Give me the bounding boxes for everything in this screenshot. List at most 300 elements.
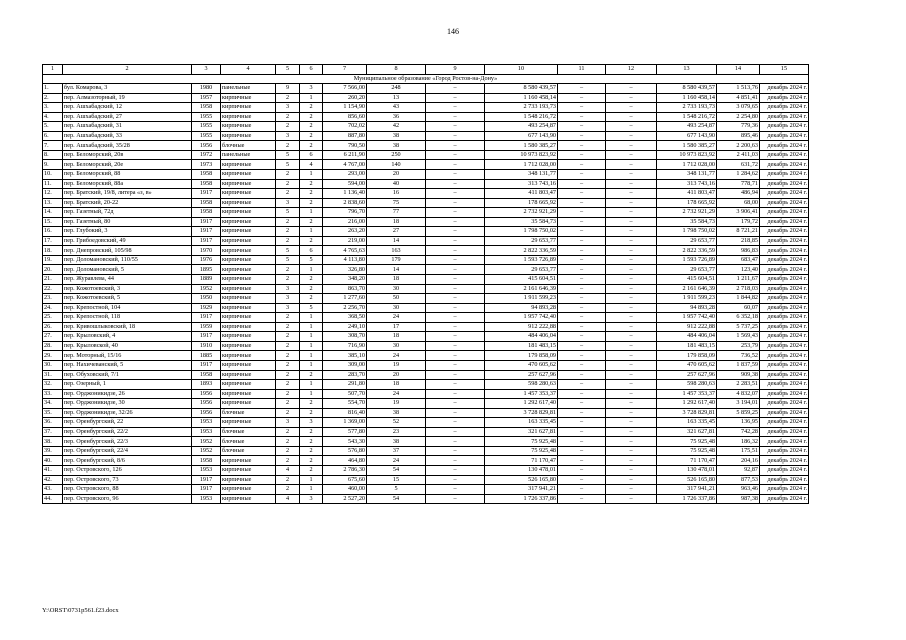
unit-cost-cell: 123,40 (717, 265, 760, 275)
wall-material-cell: кирпичные (221, 112, 276, 122)
deadline-cell: декабрь 2024 г. (760, 198, 809, 208)
fund-cost-cell: 2 732 921,29 (657, 208, 717, 218)
fund-cost-cell: 10 973 823,92 (657, 150, 717, 160)
residents-cell: 163 (367, 246, 426, 256)
fund-cost-cell: 470 605,62 (657, 360, 717, 370)
unit-cost-cell: 2 283,51 (717, 380, 760, 390)
wall-material-cell: кирпичные (221, 198, 276, 208)
fund-cost-cell: 35 584,73 (657, 217, 717, 227)
total-cost-cell: 2 822 336,59 (485, 246, 558, 256)
unit-cost-cell: 253,79 (717, 341, 760, 351)
floors-cell: 2 (276, 322, 300, 332)
deadline-cell: декабрь 2024 г. (760, 427, 809, 437)
unit-cost-cell: 683,47 (717, 255, 760, 265)
unit-cost-cell: 736,52 (717, 351, 760, 361)
entrances-cell: 1 (300, 485, 323, 495)
section-title: Муниципальное образование «Город Ростов-на-Дону» (43, 74, 809, 84)
col11-cell: – (558, 294, 606, 304)
col12-cell: – (606, 84, 657, 94)
floors-cell: 2 (276, 217, 300, 227)
residents-cell: 24 (367, 351, 426, 361)
col12-cell: – (606, 303, 657, 313)
table-row (43, 399, 809, 409)
area-cell: 675,60 (323, 475, 367, 485)
entrances-cell: 1 (300, 380, 323, 390)
unit-cost-cell: 186,32 (717, 437, 760, 447)
residents-cell: 38 (367, 141, 426, 151)
wall-material-cell: кирпичные (221, 389, 276, 399)
row-index: 26. (43, 322, 63, 332)
floors-cell: 4 (276, 494, 300, 504)
col11-cell: – (558, 332, 606, 342)
residents-cell: 14 (367, 236, 426, 246)
year-cell: 1917 (192, 313, 221, 323)
wall-material-cell: кирпичные (221, 275, 276, 285)
floors-cell: 3 (276, 103, 300, 113)
page-number: 146 (447, 27, 459, 36)
col12-cell: – (606, 313, 657, 323)
col9-cell: – (426, 131, 485, 141)
col12-cell: – (606, 208, 657, 218)
residents-cell: 24 (367, 389, 426, 399)
col9-cell: – (426, 341, 485, 351)
total-cost-cell: 598 280,63 (485, 380, 558, 390)
col12-cell: – (606, 198, 657, 208)
floors-cell: 3 (276, 131, 300, 141)
residents-cell: 17 (367, 322, 426, 332)
wall-material-cell: кирпичные (221, 189, 276, 199)
wall-material-cell: кирпичные (221, 351, 276, 361)
floors-cell: 2 (276, 399, 300, 409)
row-index: 7. (43, 141, 63, 151)
row-index: 42. (43, 475, 63, 485)
row-index: 13. (43, 198, 63, 208)
row-index: 37. (43, 427, 63, 437)
col9-cell: – (426, 246, 485, 256)
deadline-cell: декабрь 2024 г. (760, 351, 809, 361)
column-number: 12 (606, 65, 657, 75)
year-cell: 1956 (192, 389, 221, 399)
deadline-cell: декабрь 2024 г. (760, 131, 809, 141)
floors-cell: 2 (276, 170, 300, 180)
col12-cell: – (606, 370, 657, 380)
wall-material-cell: кирпичные (221, 370, 276, 380)
area-cell: 2 786,30 (323, 465, 367, 475)
col11-cell: – (558, 465, 606, 475)
wall-material-cell: кирпичные (221, 246, 276, 256)
col11-cell: – (558, 418, 606, 428)
year-cell: 1950 (192, 294, 221, 304)
entrances-cell: 3 (300, 418, 323, 428)
col12-cell: – (606, 131, 657, 141)
col12-cell: – (606, 322, 657, 332)
year-cell: 1953 (192, 418, 221, 428)
col12-cell: – (606, 160, 657, 170)
total-cost-cell: 257 627,96 (485, 370, 558, 380)
fund-cost-cell: 2 733 193,73 (657, 103, 717, 113)
column-number: 8 (367, 65, 426, 75)
column-number: 15 (760, 65, 809, 75)
col9-cell: – (426, 322, 485, 332)
wall-material-cell: кирпичные (221, 217, 276, 227)
col9-cell: – (426, 103, 485, 113)
floors-cell: 2 (276, 427, 300, 437)
deadline-cell: декабрь 2024 г. (760, 246, 809, 256)
area-cell: 2 527,20 (323, 494, 367, 504)
column-number: 14 (717, 65, 760, 75)
address-cell: пер. Обуховский, 7/1 (63, 370, 192, 380)
floors-cell: 2 (276, 122, 300, 132)
area-cell: 4 765,63 (323, 246, 367, 256)
col11-cell: – (558, 255, 606, 265)
address-cell: пер. Островского, 126 (63, 465, 192, 475)
area-cell: 7 566,00 (323, 84, 367, 94)
col11-cell: – (558, 313, 606, 323)
entrances-cell: 2 (300, 141, 323, 151)
deadline-cell: декабрь 2024 г. (760, 265, 809, 275)
entrances-cell: 2 (300, 131, 323, 141)
fund-cost-cell: 1 726 337,86 (657, 494, 717, 504)
address-cell: пер. Оренбургский, 22/3 (63, 437, 192, 447)
wall-material-cell: кирпичные (221, 179, 276, 189)
deadline-cell: декабрь 2024 г. (760, 332, 809, 342)
total-cost-cell: 321 627,81 (485, 427, 558, 437)
floors-cell: 2 (276, 189, 300, 199)
residents-cell: 43 (367, 103, 426, 113)
floors-cell: 4 (276, 465, 300, 475)
wall-material-cell: кирпичные (221, 360, 276, 370)
area-cell: 293,00 (323, 170, 367, 180)
area-cell: 577,80 (323, 427, 367, 437)
entrances-cell: 2 (300, 236, 323, 246)
table-row (43, 332, 809, 342)
total-cost-cell: 2 732 921,29 (485, 208, 558, 218)
entrances-cell: 2 (300, 437, 323, 447)
floors-cell: 2 (276, 351, 300, 361)
row-index: 34. (43, 399, 63, 409)
floors-cell: 2 (276, 112, 300, 122)
residents-cell: 77 (367, 208, 426, 218)
total-cost-cell: 1 580 385,27 (485, 141, 558, 151)
col12-cell: – (606, 446, 657, 456)
residents-cell: 19 (367, 399, 426, 409)
col11-cell: – (558, 408, 606, 418)
address-cell: пер. Моторный, 15/16 (63, 351, 192, 361)
year-cell: 1972 (192, 150, 221, 160)
col9-cell: – (426, 265, 485, 275)
area-cell: 263,20 (323, 227, 367, 237)
year-cell: 1953 (192, 427, 221, 437)
column-number: 9 (426, 65, 485, 75)
address-cell: пер. Беломорский, 20е (63, 160, 192, 170)
residents-cell: 16 (367, 189, 426, 199)
wall-material-cell: кирпичные (221, 227, 276, 237)
col11-cell: – (558, 341, 606, 351)
year-cell: 1976 (192, 255, 221, 265)
year-cell: 1917 (192, 475, 221, 485)
total-cost-cell: 130 478,01 (485, 465, 558, 475)
deadline-cell: декабрь 2024 г. (760, 208, 809, 218)
deadline-cell: декабрь 2024 г. (760, 170, 809, 180)
year-cell: 1953 (192, 465, 221, 475)
area-cell: 460,00 (323, 485, 367, 495)
entrances-cell: 2 (300, 399, 323, 409)
fund-cost-cell: 484 406,04 (657, 332, 717, 342)
deadline-cell: декабрь 2024 г. (760, 103, 809, 113)
floors-cell: 2 (276, 236, 300, 246)
table-row (43, 198, 809, 208)
row-index: 27. (43, 332, 63, 342)
total-cost-cell: 1 798 750,02 (485, 227, 558, 237)
year-cell: 1952 (192, 284, 221, 294)
table-row (43, 380, 809, 390)
col12-cell: – (606, 332, 657, 342)
year-cell: 1893 (192, 380, 221, 390)
col11-cell: – (558, 437, 606, 447)
col11-cell: – (558, 170, 606, 180)
area-cell: 594,00 (323, 179, 367, 189)
col12-cell: – (606, 189, 657, 199)
area-cell: 796,70 (323, 208, 367, 218)
deadline-cell: декабрь 2024 г. (760, 255, 809, 265)
total-cost-cell: 313 743,16 (485, 179, 558, 189)
area-cell: 507,70 (323, 389, 367, 399)
col11-cell: – (558, 446, 606, 456)
col9-cell: – (426, 446, 485, 456)
entrances-cell: 2 (300, 112, 323, 122)
col12-cell: – (606, 227, 657, 237)
col9-cell: – (426, 170, 485, 180)
table-row (43, 485, 809, 495)
address-cell: пер. Беломорский, 88а (63, 179, 192, 189)
fund-cost-cell: 348 131,77 (657, 170, 717, 180)
wall-material-cell: блочные (221, 141, 276, 151)
unit-cost-cell: 2 200,63 (717, 141, 760, 151)
entrances-cell: 6 (300, 150, 323, 160)
fund-cost-cell: 415 604,51 (657, 275, 717, 285)
col9-cell: – (426, 360, 485, 370)
col9-cell: – (426, 380, 485, 390)
col11-cell: – (558, 236, 606, 246)
row-index: 35. (43, 408, 63, 418)
address-cell: пер. Беломорский, 88 (63, 170, 192, 180)
col11-cell: – (558, 475, 606, 485)
residents-cell: 19 (367, 360, 426, 370)
col9-cell: – (426, 198, 485, 208)
wall-material-cell: кирпичные (221, 303, 276, 313)
floors-cell: 5 (276, 150, 300, 160)
area-cell: 308,70 (323, 332, 367, 342)
row-index: 5. (43, 122, 63, 132)
total-cost-cell: 10 973 823,92 (485, 150, 558, 160)
table-row (43, 246, 809, 256)
residents-cell: 54 (367, 494, 426, 504)
table-body (43, 65, 809, 504)
entrances-cell: 2 (300, 275, 323, 285)
fund-cost-cell: 2 822 336,59 (657, 246, 717, 256)
col9-cell: – (426, 227, 485, 237)
entrances-cell: 1 (300, 93, 323, 103)
col11-cell: – (558, 303, 606, 313)
deadline-cell: декабрь 2024 г. (760, 485, 809, 495)
row-index: 41. (43, 465, 63, 475)
address-cell: пер. Доломановский, 5 (63, 265, 192, 275)
year-cell: 1958 (192, 103, 221, 113)
col11-cell: – (558, 494, 606, 504)
total-cost-cell: 493 254,87 (485, 122, 558, 132)
fund-cost-cell: 178 665,92 (657, 198, 717, 208)
column-number: 6 (300, 65, 323, 75)
address-cell: пер. Крыловской, 40 (63, 341, 192, 351)
entrances-cell: 3 (300, 494, 323, 504)
col12-cell: – (606, 246, 657, 256)
floors-cell: 2 (276, 313, 300, 323)
col9-cell: – (426, 456, 485, 466)
total-cost-cell: 75 925,48 (485, 437, 558, 447)
col9-cell: – (426, 494, 485, 504)
deadline-cell: декабрь 2024 г. (760, 227, 809, 237)
table-row (43, 370, 809, 380)
col11-cell: – (558, 227, 606, 237)
entrances-cell: 1 (300, 265, 323, 275)
wall-material-cell: кирпичные (221, 170, 276, 180)
wall-material-cell: кирпичные (221, 265, 276, 275)
col9-cell: – (426, 122, 485, 132)
residents-cell: 38 (367, 437, 426, 447)
deadline-cell: декабрь 2024 г. (760, 389, 809, 399)
fund-cost-cell: 526 165,80 (657, 475, 717, 485)
year-cell: 1952 (192, 446, 221, 456)
area-cell: 368,50 (323, 313, 367, 323)
address-cell: пер. Газетный, 72д (63, 208, 192, 218)
floors-cell: 2 (276, 332, 300, 342)
wall-material-cell: кирпичные (221, 103, 276, 113)
col9-cell: – (426, 189, 485, 199)
floors-cell: 2 (276, 275, 300, 285)
area-cell: 6 211,90 (323, 150, 367, 160)
unit-cost-cell: 60,07 (717, 303, 760, 313)
entrances-cell: 5 (300, 303, 323, 313)
col12-cell: – (606, 275, 657, 285)
residents-cell: 54 (367, 465, 426, 475)
address-cell: пер. Кожотоевский, 5 (63, 294, 192, 304)
wall-material-cell: блочные (221, 427, 276, 437)
area-cell: 702,02 (323, 122, 367, 132)
column-number-row (43, 65, 809, 75)
deadline-cell: декабрь 2024 г. (760, 150, 809, 160)
wall-material-cell: кирпичные (221, 313, 276, 323)
col12-cell: – (606, 380, 657, 390)
fund-cost-cell: 75 925,48 (657, 446, 717, 456)
table-row (43, 313, 809, 323)
deadline-cell: декабрь 2024 г. (760, 322, 809, 332)
wall-material-cell: кирпичные (221, 236, 276, 246)
floors-cell: 3 (276, 198, 300, 208)
area-cell: 326,80 (323, 265, 367, 275)
address-cell: пер. Кривошлыковский, 18 (63, 322, 192, 332)
floors-cell: 2 (276, 93, 300, 103)
col11-cell: – (558, 351, 606, 361)
floors-cell: 2 (276, 437, 300, 447)
residents-cell: 24 (367, 456, 426, 466)
col9-cell: – (426, 217, 485, 227)
total-cost-cell: 1 712 028,00 (485, 160, 558, 170)
floors-cell: 3 (276, 418, 300, 428)
address-cell: бул. Комарова, 3 (63, 84, 192, 94)
wall-material-cell: кирпичные (221, 485, 276, 495)
col9-cell: – (426, 84, 485, 94)
table-row (43, 122, 809, 132)
area-cell: 309,00 (323, 360, 367, 370)
total-cost-cell: 163 335,45 (485, 418, 558, 428)
address-cell: пер. Крепостной, 104 (63, 303, 192, 313)
fund-cost-cell: 598 280,63 (657, 380, 717, 390)
area-cell: 260,20 (323, 93, 367, 103)
column-number: 2 (63, 65, 192, 75)
unit-cost-cell: 4 832,07 (717, 389, 760, 399)
table-row (43, 103, 809, 113)
address-cell: пер. Журавлева, 44 (63, 275, 192, 285)
residents-cell: 18 (367, 332, 426, 342)
col9-cell: – (426, 93, 485, 103)
address-cell: пер. Днепровский, 105/98 (63, 246, 192, 256)
unit-cost-cell: 6 352,18 (717, 313, 760, 323)
fund-cost-cell: 1 911 599,23 (657, 294, 717, 304)
column-number: 13 (657, 65, 717, 75)
col9-cell: – (426, 313, 485, 323)
housing-table (42, 64, 809, 504)
col9-cell: – (426, 370, 485, 380)
table-row (43, 208, 809, 218)
deadline-cell: декабрь 2024 г. (760, 236, 809, 246)
table-row (43, 418, 809, 428)
entrances-cell: 2 (300, 189, 323, 199)
area-cell: 249,10 (323, 322, 367, 332)
column-number: 5 (276, 65, 300, 75)
col12-cell: – (606, 141, 657, 151)
col12-cell: – (606, 351, 657, 361)
unit-cost-cell: 68,00 (717, 198, 760, 208)
year-cell: 1955 (192, 131, 221, 141)
entrances-cell: 1 (300, 389, 323, 399)
row-index: 23. (43, 294, 63, 304)
col11-cell: – (558, 456, 606, 466)
unit-cost-cell: 877,53 (717, 475, 760, 485)
row-index: 11. (43, 179, 63, 189)
address-cell: пер. Ашхабадский, 33 (63, 131, 192, 141)
total-cost-cell: 178 665,92 (485, 198, 558, 208)
total-cost-cell: 1 593 726,89 (485, 255, 558, 265)
deadline-cell: декабрь 2024 г. (760, 284, 809, 294)
address-cell: пер. Островского, 96 (63, 494, 192, 504)
unit-cost-cell: 779,36 (717, 122, 760, 132)
table-row (43, 236, 809, 246)
col11-cell: – (558, 399, 606, 409)
wall-material-cell: блочные (221, 437, 276, 447)
area-cell: 464,80 (323, 456, 367, 466)
fund-cost-cell: 1 292 617,40 (657, 399, 717, 409)
total-cost-cell: 415 604,51 (485, 275, 558, 285)
residents-cell: 18 (367, 217, 426, 227)
floors-cell: 2 (276, 370, 300, 380)
address-cell: пер. Алмазоторный, 19 (63, 93, 192, 103)
area-cell: 816,40 (323, 408, 367, 418)
residents-cell: 18 (367, 275, 426, 285)
year-cell: 1970 (192, 246, 221, 256)
total-cost-cell: 94 893,28 (485, 303, 558, 313)
address-cell: пер. Ашхабадский, 12 (63, 103, 192, 113)
residents-cell: 250 (367, 150, 426, 160)
